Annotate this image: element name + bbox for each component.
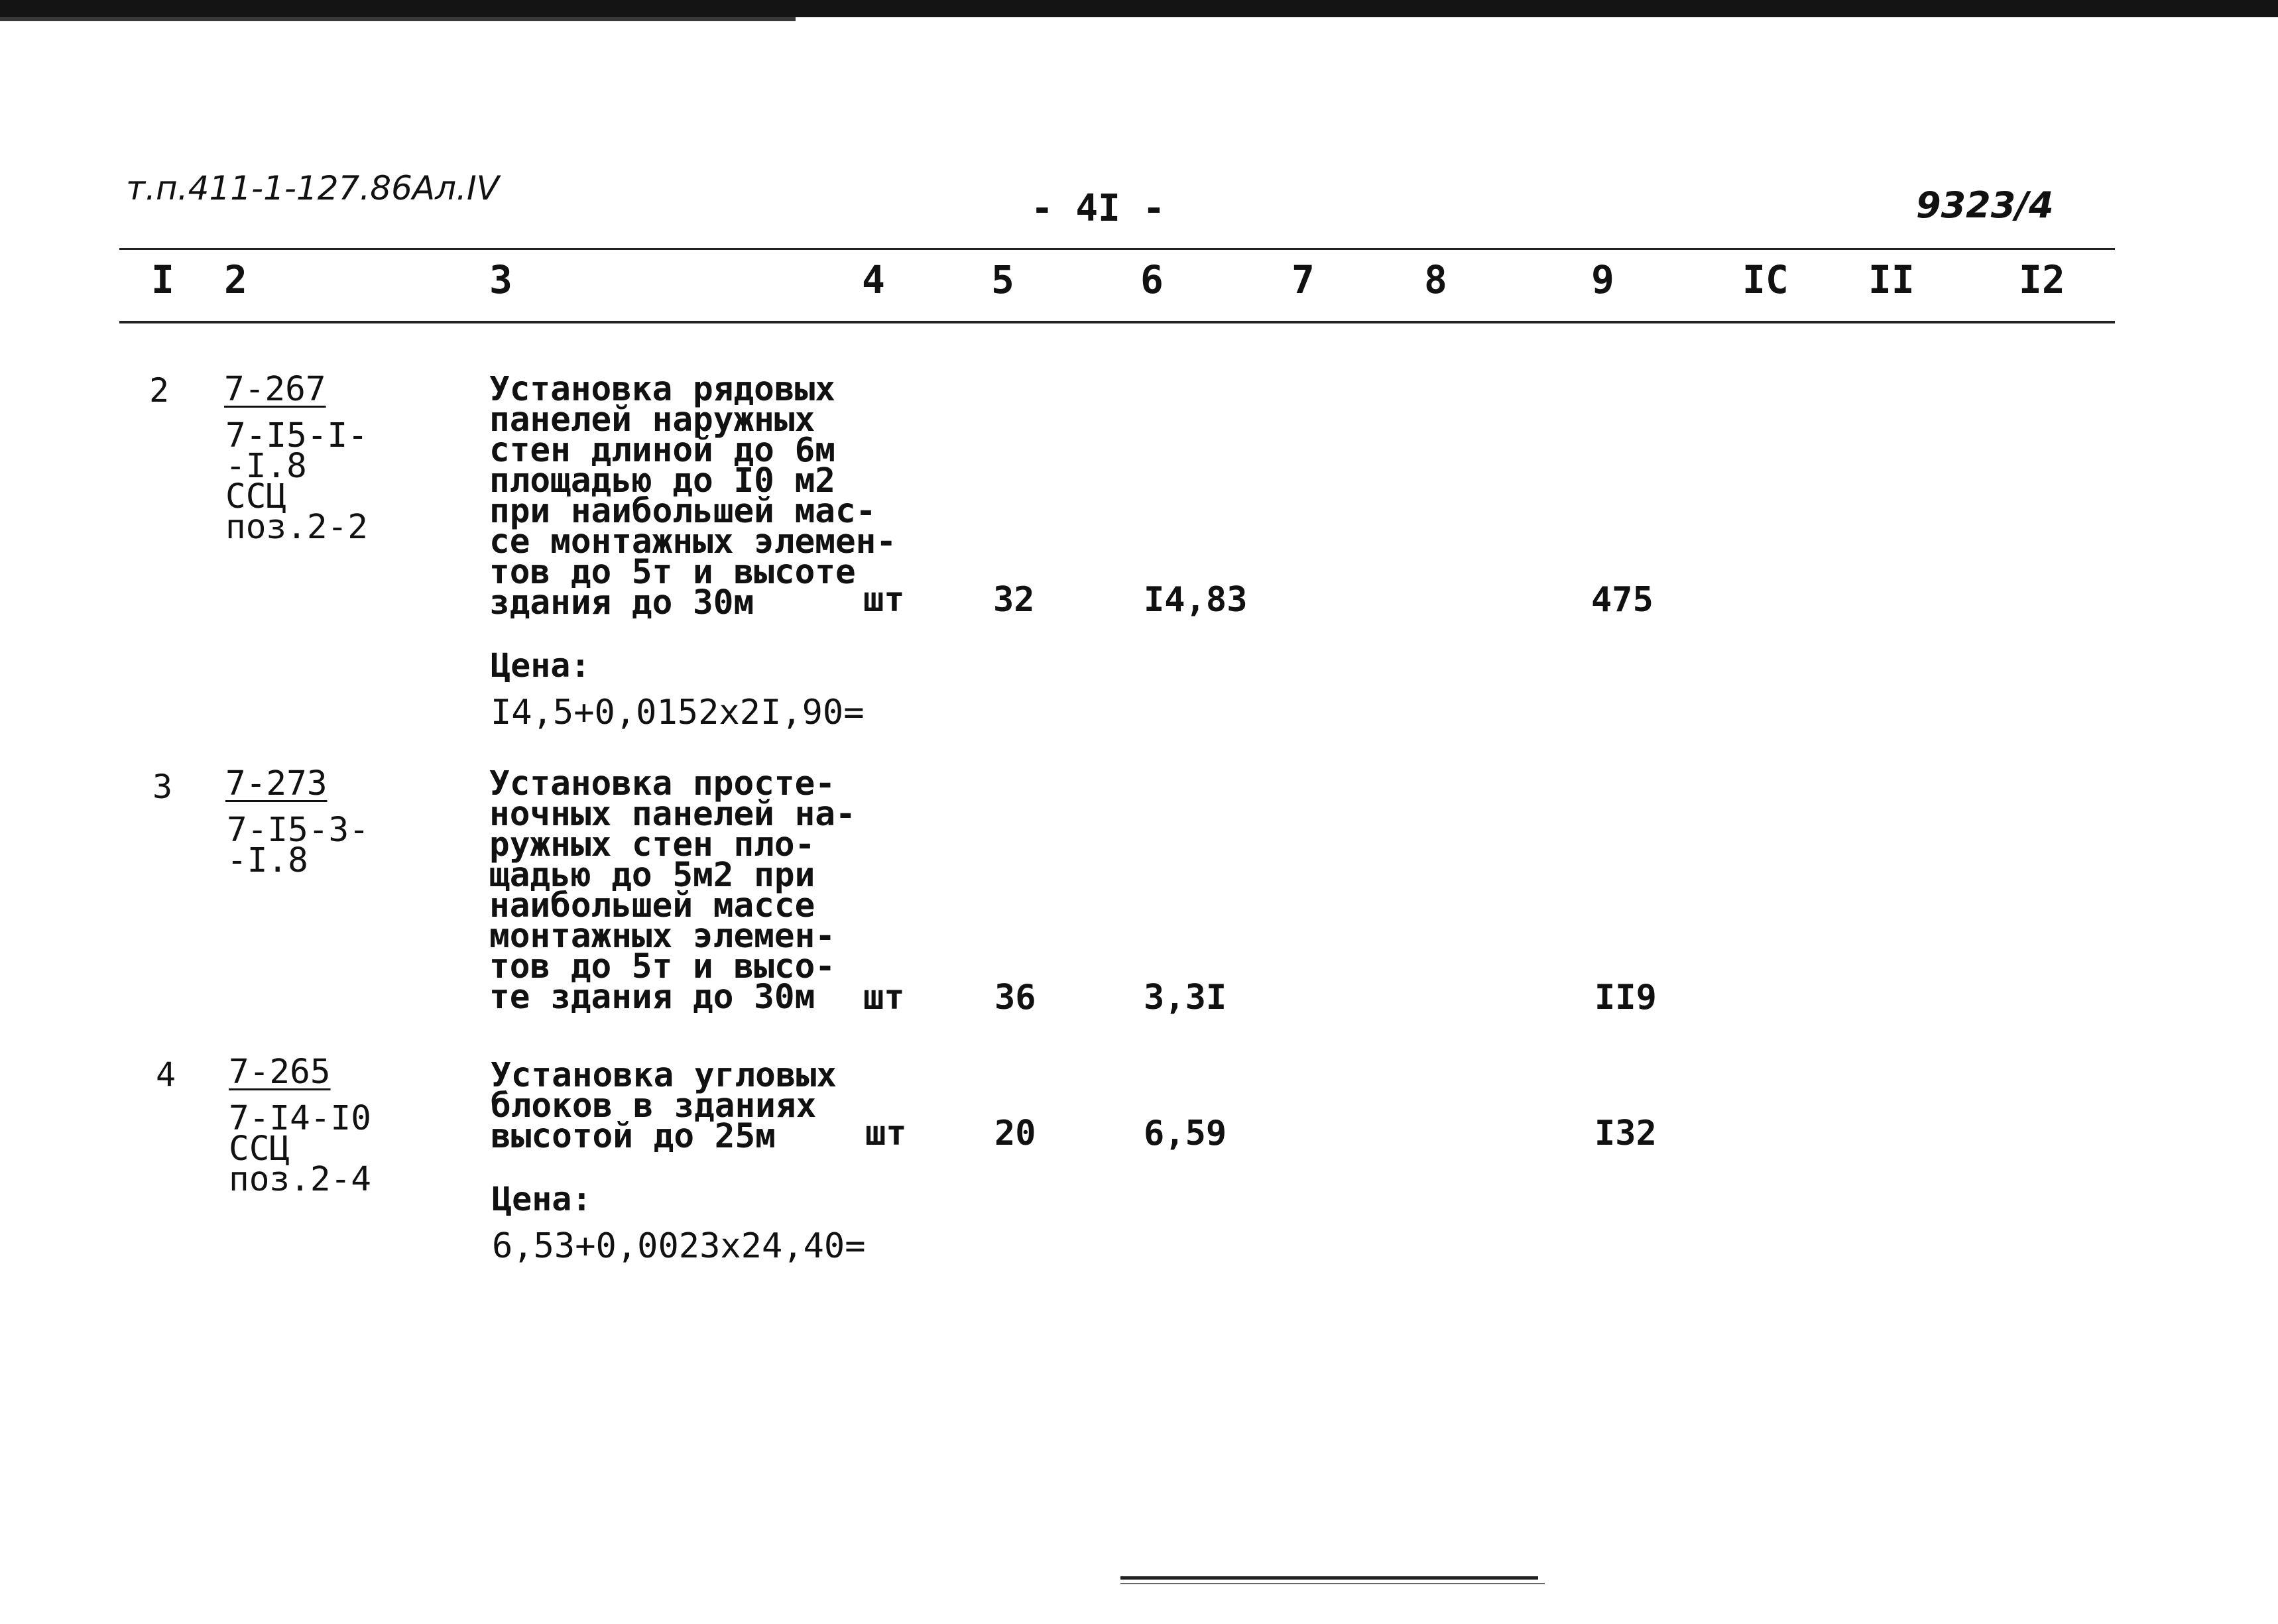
document-code: т.п.411-1-127.86Ал.IV: [126, 169, 499, 207]
row-number: 2: [149, 371, 170, 410]
col-header-8: 8: [1424, 257, 1447, 302]
col-header-2: 2: [224, 257, 247, 302]
header-bottom-rule: [119, 321, 2115, 323]
quantity: 20: [994, 1114, 1036, 1153]
col-header-12: I2: [2019, 257, 2065, 302]
row-number: 3: [152, 768, 173, 806]
top-scan-shadow: [0, 17, 796, 21]
work-description: Установка просте- ночных панелей на- ружных стен пло- щадью до 5м2 при наибольшей массе монтажных элемен- тов до 5т и высо- те здания до 30м: [489, 764, 856, 1017]
norm-reference: 7-I5-3- -I.8: [227, 811, 369, 880]
price-label: Цена:: [492, 1180, 592, 1218]
unit: шт: [863, 978, 905, 1017]
unit: шт: [863, 580, 905, 620]
col-header-11: II: [1868, 257, 1915, 302]
unit-price: 6,59: [1144, 1114, 1227, 1153]
total-cost: I32: [1594, 1114, 1657, 1153]
norm-reference: 7-I4-I0 ССЦ поз.2-4: [229, 1099, 371, 1199]
work-description: Установка угловых блоков в зданиях высотой до 25м: [491, 1056, 837, 1156]
price-formula: I4,5+0,0152x2I,90=: [491, 693, 865, 732]
norm-reference: 7-I5-I- -I.8 ССЦ поз.2-2: [225, 416, 368, 547]
row-number: 4: [156, 1055, 176, 1094]
norm-code: 7-273: [225, 764, 328, 803]
total-cost: II9: [1594, 978, 1657, 1017]
col-header-5: 5: [991, 257, 1014, 302]
quantity: 36: [994, 978, 1036, 1017]
price-label: Цена:: [491, 646, 591, 685]
work-description: Установка рядовых панелей наружных стен длиной до 6м площадью до I0 м2 при наибольшей мас- се монтажных элемен- тов до 5т и высоте здания до 30м: [489, 370, 897, 622]
unit-price: 3,3I: [1144, 978, 1227, 1017]
col-header-9: 9: [1591, 257, 1614, 302]
unit-price: I4,83: [1144, 580, 1248, 620]
col-header-3: 3: [489, 257, 512, 302]
total-cost: 475: [1591, 580, 1653, 620]
bottom-rule: [1120, 1576, 1538, 1580]
col-header-6: 6: [1140, 257, 1164, 302]
quantity: 32: [993, 580, 1035, 620]
header-top-rule: [119, 248, 2115, 250]
top-scan-border: [0, 0, 2278, 17]
norm-code: 7-267: [224, 370, 326, 409]
col-header-1: I: [151, 257, 174, 302]
col-header-10: IС: [1742, 257, 1789, 302]
norm-code: 7-265: [229, 1053, 331, 1092]
price-formula: 6,53+0,0023x24,40=: [492, 1226, 866, 1266]
col-header-7: 7: [1291, 257, 1315, 302]
unit: шт: [865, 1114, 907, 1153]
sheet-code: 9323/4: [1916, 184, 2054, 226]
bottom-rule-shadow: [1120, 1583, 1545, 1584]
page-number: - 4I -: [1031, 187, 1166, 230]
col-header-4: 4: [862, 257, 885, 302]
